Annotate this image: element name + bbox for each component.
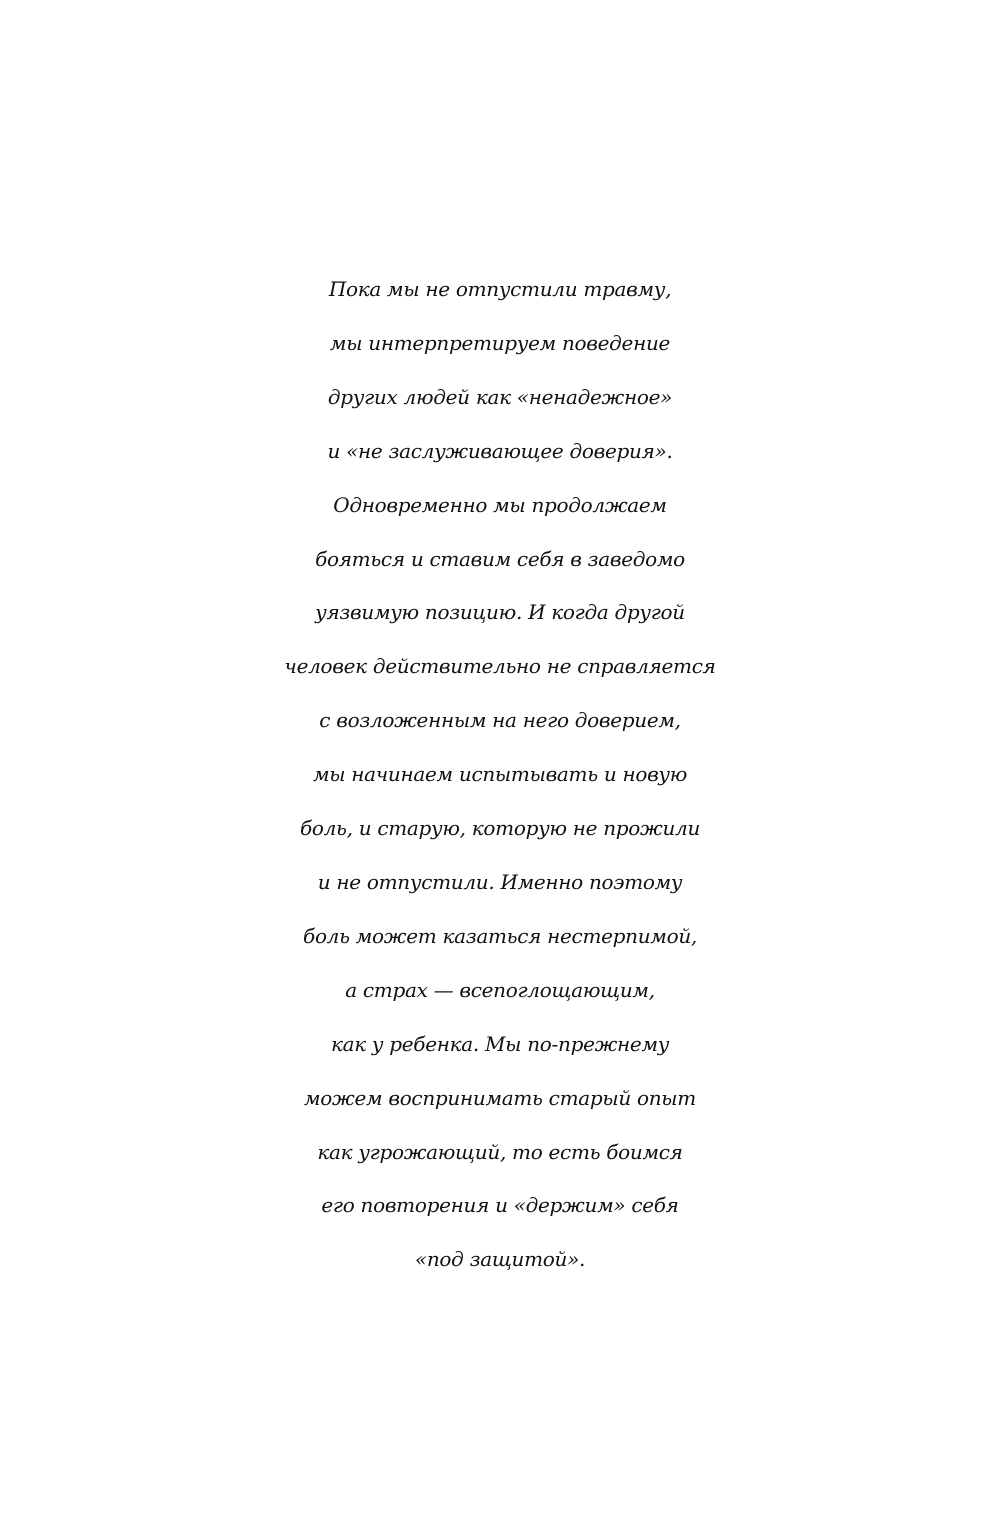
quote-line: «под защитой». xyxy=(414,1247,586,1272)
quote-line: и не отпустили. Именно поэтому xyxy=(317,869,683,894)
quote-line: бояться и ставим себя в заведомо xyxy=(315,546,685,571)
quote-line: можем воспринимать старый опыт xyxy=(304,1085,696,1110)
quote-line: уязвимую позицию. И когда другой xyxy=(315,600,685,625)
quote-line: мы интерпретируем поведение xyxy=(329,330,671,355)
quote-line: Пока мы не отпустили травму, xyxy=(328,277,672,301)
quote-line: Одновременно мы продолжаем xyxy=(333,492,667,517)
quote-line: боль может казаться нестерпимой, xyxy=(303,923,697,948)
quote-line: как у ребенка. Мы по-прежнему xyxy=(330,1031,670,1056)
quote-line: мы начинаем испытывать и новую xyxy=(312,762,688,787)
quote-text-block xyxy=(0,263,1000,1287)
quote-line: с возложенным на него доверием, xyxy=(319,708,681,733)
quote-line: и «не заслуживающее доверия». xyxy=(327,438,673,463)
quote-line: а страх — всепоглощающим, xyxy=(345,977,655,1002)
quote-line: боль, и старую, которую не прожили xyxy=(299,816,701,841)
quote-line: как угрожающий, то есть боимся xyxy=(317,1139,683,1164)
quote-line: других людей как «ненадежное» xyxy=(327,384,673,409)
quote-line: человек действительно не справляется xyxy=(284,654,716,679)
quote-line: его повторения и «держим» себя xyxy=(321,1193,679,1218)
